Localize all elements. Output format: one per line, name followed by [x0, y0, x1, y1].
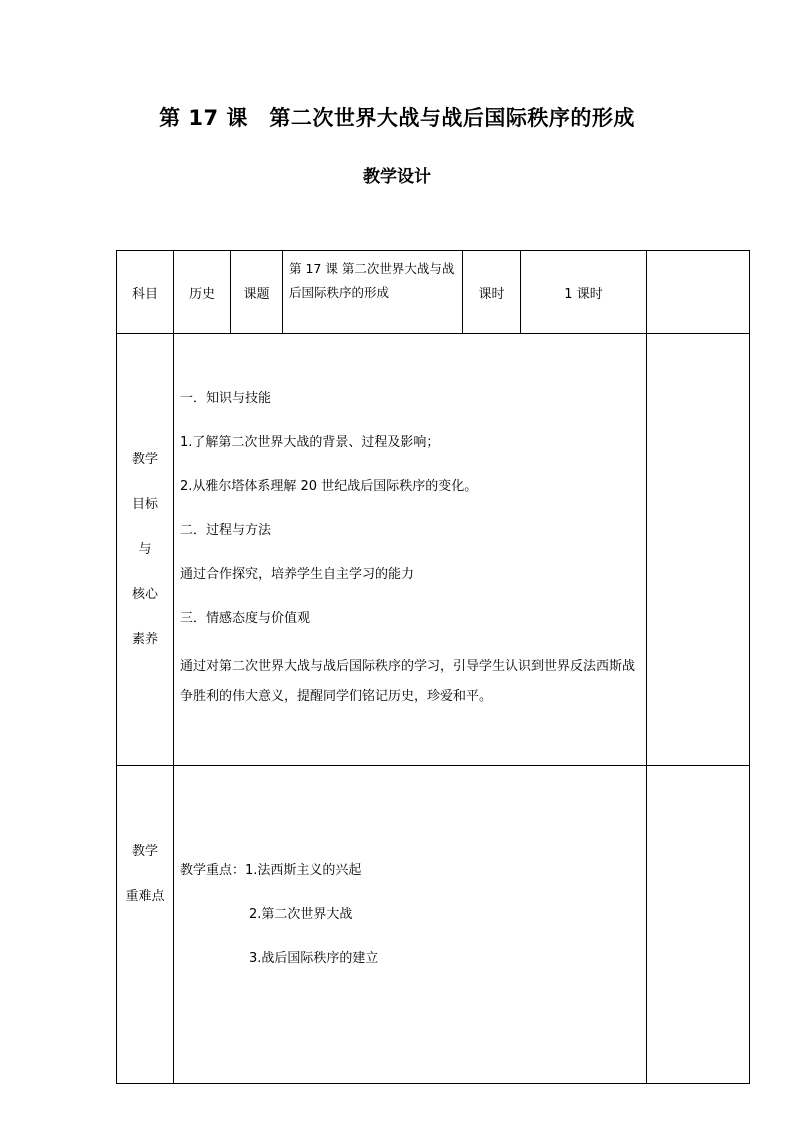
objectives-row — [117, 334, 750, 766]
key-point-item: 3.战后国际秩序的建立 — [249, 951, 379, 966]
key-points-row — [117, 766, 750, 1084]
key-points-label-line: 教学 — [131, 844, 158, 859]
key-points-content — [174, 766, 647, 1084]
header-row — [117, 251, 750, 334]
key-point-item: 教学重点：1.法西斯主义的兴起 — [180, 863, 362, 878]
key-points-label — [117, 766, 174, 1084]
objective-item: 通过合作探究，培养学生自主学习的能力 — [180, 566, 415, 582]
objective-item: 2.从雅尔塔体系理解 20 世纪战后国际秩序的变化。 — [180, 478, 478, 494]
objectives-label-line: 教学 — [131, 452, 158, 467]
key-points-label-line: 重难点 — [125, 889, 165, 904]
topic-label: 课题 — [231, 251, 283, 334]
key-point-item: 2.第二次世界大战 — [249, 907, 353, 922]
objectives-label-line: 与 — [138, 542, 152, 557]
subject-value: 历史 — [174, 251, 231, 334]
topic-value: 第 17 课 第二次世界大战与战后国际秩序的形成 — [283, 251, 463, 334]
hours-label: 课时 — [463, 251, 521, 334]
objectives-heading-3: 三．情感态度与价值观 — [180, 610, 311, 626]
objectives-label — [117, 334, 174, 766]
objectives-heading-2: 二．过程与方法 — [180, 522, 272, 538]
objectives-label-line: 目标 — [131, 497, 158, 512]
objective-item: 通过对第二次世界大战与战后国际秩序的学习，引导学生认识到世界反法西斯战争胜利的伟大意义，提醒同学们铭记历史，珍爱和平。 — [180, 658, 636, 704]
empty-cell — [647, 251, 750, 334]
objective-item: 1.了解第二次世界大战的背景、过程及影响； — [180, 434, 440, 450]
empty-cell — [647, 334, 750, 766]
objectives-heading-1: 一．知识与技能 — [180, 390, 272, 406]
page-subtitle: 教学设计 — [363, 167, 431, 187]
page-title: 第 17 课 第二次世界大战与战后国际秩序的形成 — [159, 106, 635, 130]
subject-label: 科目 — [117, 251, 174, 334]
objectives-label-line: 素养 — [131, 632, 158, 647]
hours-value: 1 课时 — [521, 251, 647, 334]
objectives-content — [174, 334, 647, 766]
objectives-label-line: 核心 — [131, 587, 158, 602]
empty-cell — [647, 766, 750, 1084]
lesson-plan-table — [116, 250, 750, 1084]
